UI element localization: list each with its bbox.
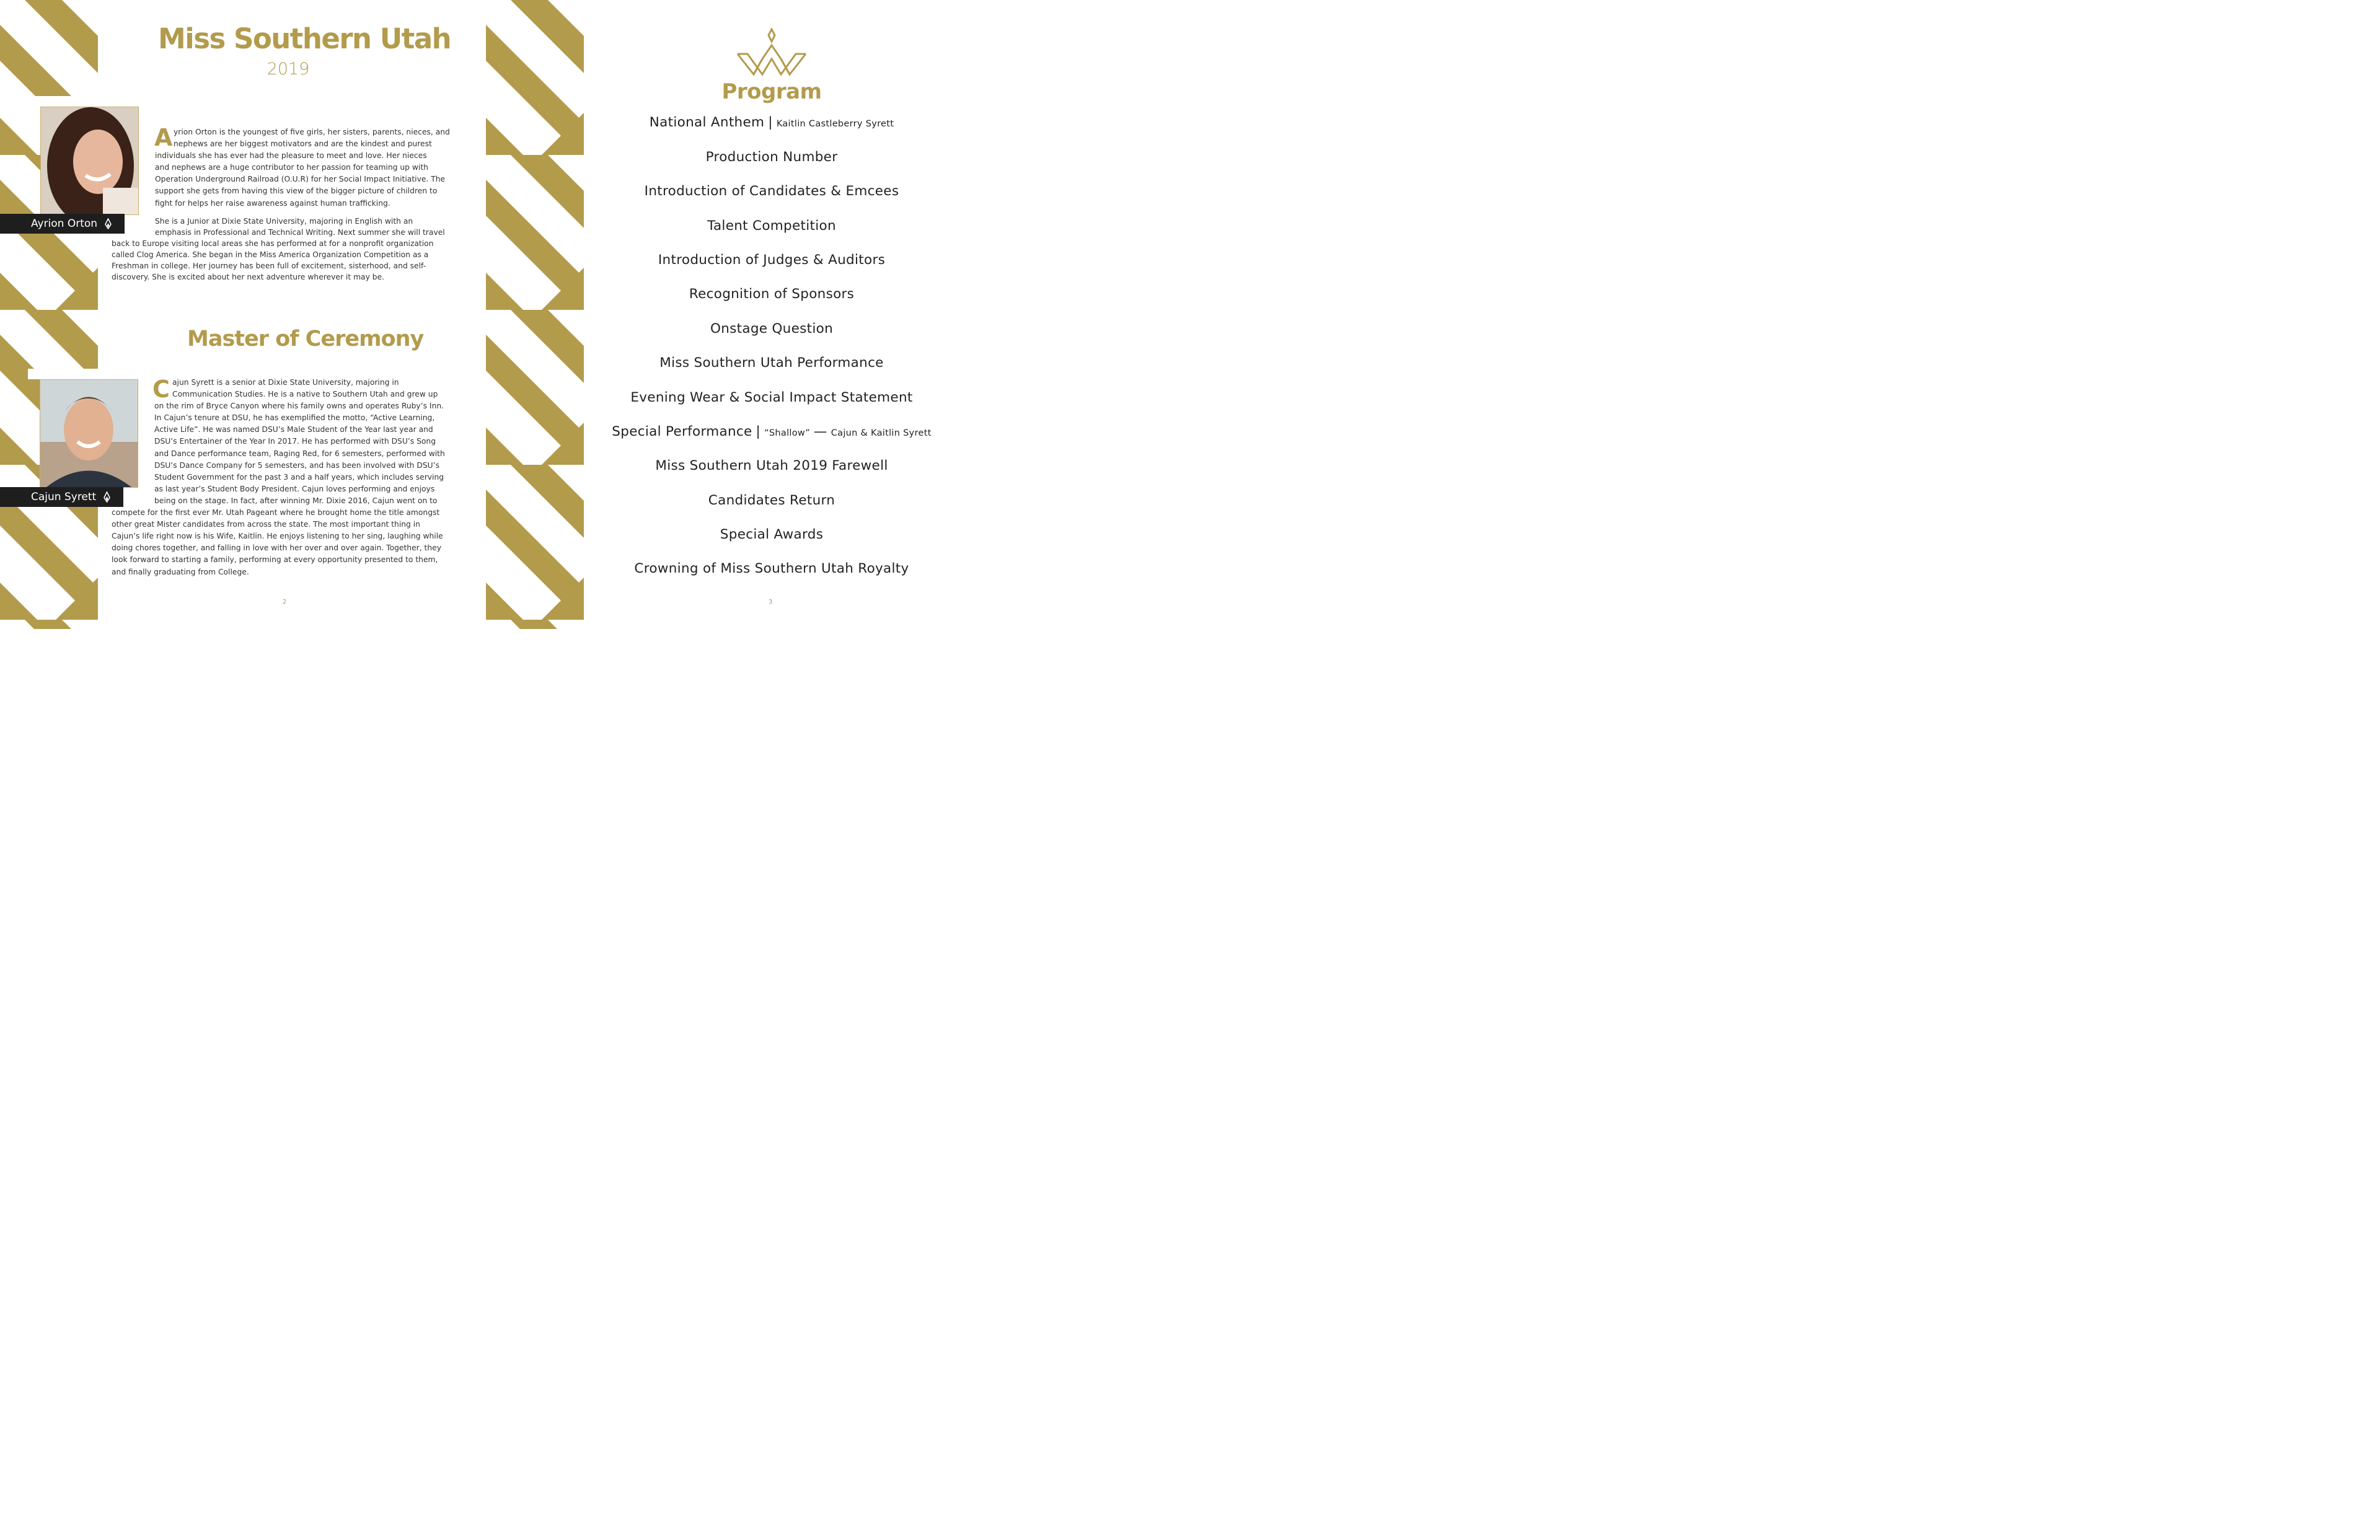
- bio-line: In Cajun’s tenure at DSU, he has exemplified the motto, “Active Learning,: [154, 413, 435, 423]
- program-item: [650, 115, 894, 130]
- program-item-dash: —: [813, 424, 827, 439]
- bio-line: Student Government for the past 3 and a half years, which includes serving: [154, 472, 444, 482]
- page-number-left: 2: [283, 599, 287, 605]
- bio-line: other great Mister candidates from across the state. The most important thing in: [112, 520, 420, 529]
- bio-line: back to Europe visiting local areas she has performed at for a nonprofit organization: [112, 239, 434, 249]
- bio-line: ajun Syrett is a senior at Dixie State University, majoring in: [172, 378, 399, 387]
- program-item-main: National Anthem: [649, 115, 765, 130]
- name-plate-ayrion: [0, 214, 125, 234]
- bio-line: and finally graduating from College.: [112, 567, 249, 576]
- flame-drop-icon: [105, 218, 112, 229]
- program-item-quote: “Shallow”: [764, 428, 810, 438]
- program-item: Onstage Question: [710, 321, 834, 337]
- portrait-photo-ayrion: [40, 107, 139, 215]
- drop-cap: C: [152, 376, 170, 403]
- bio-line: emphasis in Professional and Technical Writing. Next summer she will travel: [155, 228, 445, 237]
- bio-line: called Clog America. She began in the Miss America Organization Competition as a: [112, 250, 429, 260]
- program-item-detail: Kaitlin Castleberry Syrett: [776, 119, 894, 129]
- bio-line: and Dance performance team, Raging Red, for 6 semesters, performed with: [154, 449, 445, 458]
- bio-line: and nephews are a huge contributor to her passion for teaming up with: [155, 163, 428, 172]
- program-item-detail: Cajun & Kaitlin Syrett: [831, 428, 932, 438]
- program-item: Crowning of Miss Southern Utah Royalty: [634, 561, 909, 576]
- crown-icon: [735, 28, 808, 77]
- page-number-right: 3: [769, 599, 773, 605]
- bio-line: as last year’s Student Body President. Cajun loves performing and enjoys: [154, 484, 435, 493]
- name-plate-label: Ayrion Orton: [31, 218, 98, 230]
- bio-line: DSU’s Entertainer of the Year In 2017. He has performed with DSU’s Song: [154, 437, 436, 446]
- program-item: Production Number: [705, 149, 838, 165]
- bio-line: Cajun’s life right now is his Wife, Kaitlin. He enjoys listening to her sing, laughing while: [112, 532, 443, 541]
- bio-line: nephews are her biggest motivators and are the kindest and purest: [174, 139, 432, 149]
- name-plate-cajun: [0, 487, 123, 507]
- bio-line: DSU’s Dance Company for 5 semesters, and has been involved with DSU’s: [154, 460, 439, 470]
- bio-line: yrion Orton is the youngest of five girls, her sisters, parents, nieces, and: [174, 128, 450, 136]
- program-item: Special Awards: [720, 527, 824, 542]
- bio-line: compete for the first ever Mr. Utah Pageant where he brought home the title amongst: [112, 508, 440, 517]
- program-item: Evening Wear & Social Impact Statement: [630, 390, 913, 405]
- bio-paragraph-ayrion-2: [112, 216, 445, 283]
- name-plate-label: Cajun Syrett: [31, 491, 97, 503]
- bio-line: She is a Junior at Dixie State University, majoring in English with an: [155, 217, 413, 226]
- program-item: Introduction of Candidates & Emcees: [644, 183, 899, 199]
- section-title-master-of-ceremony: Master of Ceremony: [187, 327, 424, 351]
- program-item: Introduction of Judges & Auditors: [658, 252, 886, 268]
- bio-line: doing chores together, and falling in love with her over and over again. Together, they: [112, 543, 442, 553]
- bio-line: look forward to starting a family, performing at every opportunity presented to them,: [112, 555, 438, 565]
- program-item: [612, 424, 931, 439]
- bio-line: support she gets from having this view of the bigger picture of children to: [155, 187, 438, 196]
- bio-paragraph-ayrion: [155, 126, 450, 209]
- program-item-separator: |: [768, 115, 773, 130]
- program-item-separator: |: [756, 424, 761, 439]
- flame-drop-icon: [104, 491, 110, 503]
- program-item: Recognition of Sponsors: [689, 286, 855, 302]
- bio-line: discovery. She is excited about her next adventure wherever it may be.: [112, 273, 385, 282]
- bio-line: on the rim of Bryce Canyon where his family owns and operates Ruby’s Inn.: [154, 402, 444, 411]
- page-title: Miss Southern Utah: [158, 22, 451, 55]
- drop-cap: A: [154, 124, 173, 151]
- program-title: Program: [721, 79, 822, 104]
- bio-line: fight for helps her raise awareness against human trafficking.: [155, 198, 390, 208]
- bio-line: being on the stage. In fact, after winning Mr. Dixie 2016, Cajun went on to: [154, 496, 438, 505]
- bio-line: Operation Underground Railroad (O.U.R) for her Social Impact Initiative. The: [155, 175, 446, 184]
- bio-line: Freshman in college. Her journey has been full of excitement, sisterhood, and self-: [112, 262, 426, 271]
- bio-line: individuals she has ever had the pleasure to meet and love. Her nieces: [155, 151, 427, 161]
- bio-line: Active Life”. He was named DSU’s Male Student of the Year last year and: [154, 425, 433, 434]
- program-item: Miss Southern Utah Performance: [659, 355, 884, 371]
- decorative-stripes-middle: [486, 0, 584, 629]
- program-item: Talent Competition: [707, 218, 836, 234]
- decorative-stripes-left: [0, 0, 98, 629]
- bio-line: Communication Studies. He is a native to Southern Utah and grew up: [172, 390, 438, 399]
- page-year: 2019: [267, 59, 310, 79]
- program-item: Miss Southern Utah 2019 Farewell: [655, 458, 888, 473]
- program-item: Candidates Return: [708, 493, 835, 508]
- program-item-main: Special Performance: [612, 424, 752, 439]
- bio-paragraph-cajun: [112, 377, 445, 578]
